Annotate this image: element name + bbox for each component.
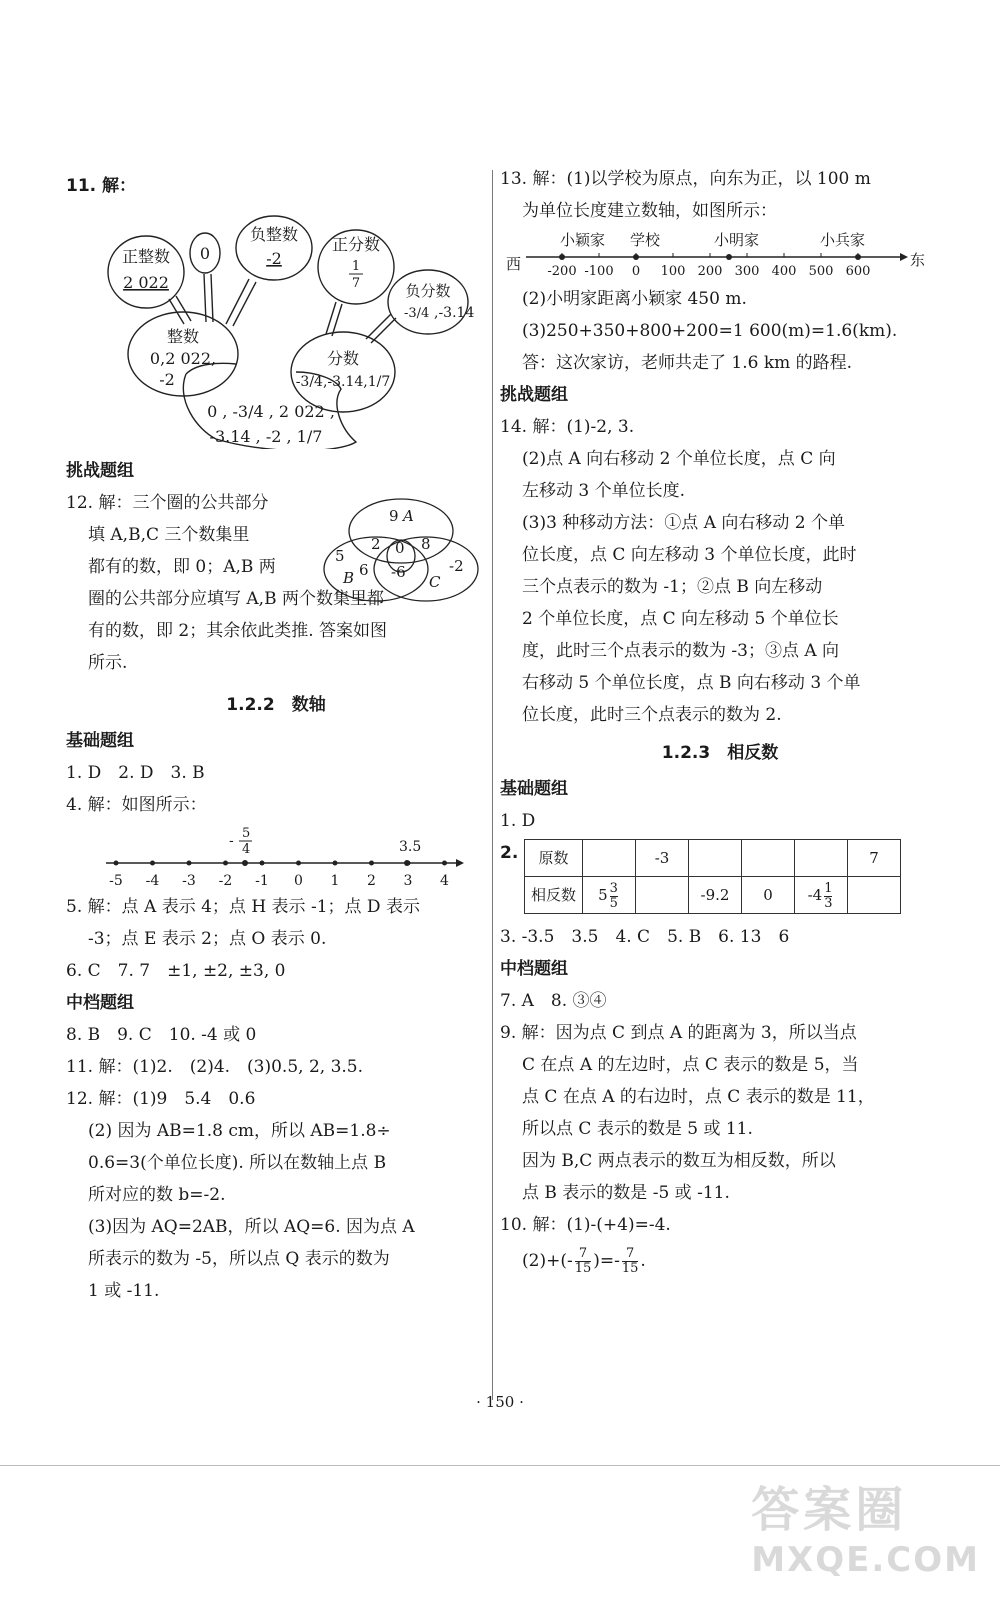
pos-int-title: 正整数	[121, 247, 171, 266]
section-1-2-3: 1.2.3 相反数	[661, 743, 779, 763]
q14-line-4: (3)3 种移动方法：①点 A 向右移动 2 个单	[522, 513, 846, 533]
trunk-line2: -3.14 , -2 , 1/7	[209, 427, 323, 446]
axis-tick-label: 0	[631, 264, 641, 279]
q12b-line-2: (2) 因为 AB=1.8 cm，所以 AB=1.8÷	[88, 1121, 391, 1141]
venn-bc-top: 6	[359, 561, 369, 579]
q13-answer: 答：这次家访，老师共走了 1.6 km 的路程.	[522, 353, 853, 373]
pos-frac-title: 正分数	[331, 235, 381, 254]
axis-tick-label: -200	[547, 264, 577, 279]
venn-a-num: 9	[389, 507, 399, 525]
pos-frac-den: 7	[351, 276, 361, 291]
axis-tick-label: 300	[734, 264, 760, 279]
q13-part3: (3)250+350+800+200=1 600(m)=1.6(km).	[522, 321, 898, 341]
frac-value: -3/4,-3.14,1/7	[295, 374, 391, 390]
q14-line-3: 左移动 3 个单位长度.	[522, 481, 686, 501]
answers-7-8: 7. A 8. ③④	[500, 991, 607, 1011]
nl-tick-label: 4	[440, 873, 449, 889]
axis-place-point	[726, 254, 732, 260]
q5-line-1: 5. 解：点 A 表示 4；点 H 表示 -1；点 D 表示	[66, 897, 420, 917]
venn-b-num: 5	[335, 547, 345, 565]
q2-block	[500, 837, 940, 921]
trunk-line1: 0 , -3/4 , 2 022 ,	[207, 402, 335, 421]
q13-line-1: 13. 解：(1)以学校为原点，向东为正，以 100 m	[500, 169, 871, 189]
nl-label-frac-num: 5	[242, 826, 251, 841]
nl-tick-mark	[442, 861, 447, 866]
pos-frac-num: 1	[351, 259, 361, 274]
axis-place-point	[633, 254, 639, 260]
nl-tick-label: 0	[294, 873, 303, 889]
table-cell	[795, 840, 848, 877]
table-cell: 5 $\frac{3}{5}$	[583, 877, 636, 914]
q9-line-6: 点 B 表示的数是 -5 或 -11.	[522, 1183, 730, 1203]
table-row	[525, 840, 901, 877]
answers-1-3: 1. D 2. D 3. B	[66, 763, 205, 783]
table-row	[525, 877, 901, 914]
q10-line-2: (2)+(- $\frac{7}{15}$ )=- $\frac{7}{15}$ .	[522, 1246, 646, 1276]
nl-tick-label: -3	[182, 873, 196, 889]
q5-line-2: -3；点 E 表示 2；点 O 表示 0.	[88, 929, 327, 949]
neg-frac-title: 负分数	[405, 282, 451, 300]
venn-bc: -6	[391, 563, 406, 581]
q14-line-5: 位长度，点 C 向左移动 3 个单位长度，此时	[522, 545, 857, 565]
nl-tick-label: 3	[403, 873, 413, 889]
q14-line-10: 位长度，此时三个点表示的数为 2.	[522, 705, 782, 725]
column-divider	[492, 170, 493, 1400]
venn-c-label: C	[429, 573, 441, 591]
neg-int-value: -2	[266, 249, 282, 268]
nl-tick-label: 2	[367, 873, 376, 889]
q14-line-7: 2 个单位长度，点 C 向左移动 5 个单位长	[522, 609, 839, 629]
place-school: 学校	[630, 231, 661, 249]
opposite-number-table	[524, 839, 901, 914]
axis-place-point	[855, 254, 861, 260]
frac-title: 分数	[326, 349, 360, 368]
q12b-line-5: (3)因为 AQ=2AB，所以 AQ=6. 因为点 A	[88, 1217, 415, 1237]
nl-tick-mark	[150, 861, 155, 866]
place-xiaobing: 小兵家	[820, 231, 866, 249]
q12-line-6: 所示.	[88, 653, 128, 673]
axis-tick-label: 400	[771, 264, 797, 279]
table-cell: -4 $\frac{1}{3}$	[795, 877, 848, 914]
answers-8-10: 8. B 9. C 10. -4 或 0	[66, 1025, 257, 1045]
neg-frac-value1: -3/4	[404, 306, 430, 321]
nl-tick-mark	[369, 861, 374, 866]
q14-line-6: 三个点表示的数为 -1；②点 B 向左移动	[522, 577, 823, 597]
q4-line: 4. 解：如图所示：	[66, 795, 207, 815]
axis-tick-label: 500	[808, 264, 834, 279]
int-value1: 0,2 022,	[149, 349, 217, 368]
q12-line-5: 有的数，即 2；其余依此类推. 答案如图	[88, 621, 388, 641]
nl-tick-mark	[296, 861, 301, 866]
challenge-heading-left: 挑战题组	[66, 461, 134, 481]
nl-label-frac-den: 4	[242, 842, 251, 857]
nl-tick-label: -2	[218, 873, 233, 889]
venn-a-label: A	[403, 507, 414, 525]
q11b-line: 11. 解：(1)2. (2)4. (3)0.5, 2, 3.5.	[66, 1057, 364, 1077]
venn-c-num: -2	[449, 557, 464, 575]
q12-line-4: 圈的公共部分应填写 A,B 两个数集里都	[88, 589, 384, 609]
q12b-line-7: 1 或 -11.	[88, 1281, 160, 1301]
table-cell	[583, 840, 636, 877]
right-column	[500, 163, 940, 1281]
basic-heading-right: 基础题组	[500, 779, 568, 799]
middle-heading-right: 中档题组	[500, 959, 568, 979]
nl-tick-mark	[223, 861, 228, 866]
q14-line-8: 度，此时三个点表示的数为 -3；③点 A 向	[522, 641, 840, 661]
table-cell	[742, 840, 795, 877]
section-1-2-2: 1.2.2 数轴	[226, 695, 326, 715]
axis-tick-label: 200	[697, 264, 723, 279]
table-cell	[689, 840, 742, 877]
watermark-logo: 答案圈 MXQE.COM	[751, 1482, 980, 1580]
axis-tick-label: 600	[845, 264, 871, 279]
middle-heading-left: 中档题组	[66, 993, 134, 1013]
number-line-q4	[66, 821, 466, 891]
nl-tick-mark	[187, 861, 192, 866]
number-tree-diagram	[66, 204, 486, 449]
q10-line-1: 10. 解：(1)-(+4)=-4.	[500, 1215, 671, 1235]
nl-tick-label: -4	[145, 873, 160, 889]
table-cell: -3	[636, 840, 689, 877]
q9-line-2: C 在点 A 的左边时，点 C 表示的数是 5，当	[522, 1055, 859, 1075]
table-cell: -9.2	[689, 877, 742, 914]
zero-value: 0	[199, 244, 211, 263]
q9-line-5: 因为 B,C 两点表示的数互为相反数，所以	[522, 1151, 836, 1171]
q9-line-3: 点 C 在点 A 的右边时，点 C 表示的数是 11，	[522, 1087, 875, 1107]
q12b-line-3: 0.6=3(个单位长度). 所以在数轴上点 B	[88, 1153, 387, 1173]
pos-int-value: 2 022	[123, 273, 169, 292]
axis-west: 西	[506, 255, 522, 273]
q12-line-2: 填 A,B,C 三个数集里	[88, 525, 250, 545]
nl-tick-label: 1	[330, 873, 340, 889]
venn-ab: 2	[371, 535, 381, 553]
answers-3-6: 3. -3.5 3.5 4. C 5. B 6. 13 6	[500, 927, 790, 947]
basic-heading-left: 基础题组	[66, 731, 134, 751]
q12b-line-6: 所表示的数为 -5，所以点 Q 表示的数为	[88, 1249, 390, 1269]
q12b-line-1: 12. 解：(1)9 5.4 0.6	[66, 1089, 256, 1109]
q2-label: 2.	[500, 843, 519, 863]
q9-line-4: 所以点 C 表示的数是 5 或 11.	[522, 1119, 753, 1139]
village-number-line	[500, 227, 930, 283]
place-xiaoying: 小颖家	[560, 231, 606, 249]
nl-tick-label: -5	[109, 873, 123, 889]
nl-tick-mark	[260, 861, 265, 866]
venn-center: 0	[395, 539, 405, 557]
q12b-line-4: 所对应的数 b=-2.	[88, 1185, 226, 1205]
table-cell	[848, 877, 901, 914]
neg-int-title: 负整数	[249, 225, 299, 244]
table-cell: 相反数	[525, 877, 583, 914]
axis-tick-label: 100	[660, 264, 686, 279]
nl-tick-mark	[333, 861, 338, 866]
q14-line-2: (2)点 A 向右移动 2 个单位长度，点 C 向	[522, 449, 836, 469]
q12-line-1: 12. 解：三个圈的公共部分	[66, 493, 269, 513]
nl-label-sign: -	[229, 833, 234, 849]
int-value2: -2	[159, 370, 175, 389]
left-column	[66, 170, 486, 1307]
q9-line-1: 9. 解：因为点 C 到点 A 的距离为 3，所以当点	[500, 1023, 857, 1043]
q14-line-1: 14. 解：(1)-2, 3.	[500, 417, 635, 437]
venn-b-label: B	[343, 569, 355, 587]
table-cell	[636, 877, 689, 914]
q13-part2: (2)小明家距离小颖家 450 m.	[522, 289, 747, 309]
neg-frac-value2: ,-3.14	[434, 305, 475, 321]
axis-east: 东	[910, 251, 926, 269]
q12-line-3: 都有的数，即 0；A,B 两	[88, 557, 276, 577]
axis-place-point	[559, 254, 565, 260]
place-xiaoming: 小明家	[714, 231, 760, 249]
q11-label: 11. 解：	[66, 176, 137, 196]
page-number: · 150 ·	[476, 1393, 524, 1411]
q13-line-2: 为单位长度建立数轴，如图所示：	[522, 201, 777, 221]
answers-6-7: 6. C 7. 7 ±1, ±2, ±3, 0	[66, 961, 286, 981]
int-title: 整数	[166, 327, 200, 346]
footer-rule	[0, 1465, 1000, 1466]
table-cell: 0	[742, 877, 795, 914]
answer-q1: 1. D	[500, 811, 536, 831]
nl-label-35: 3.5	[399, 839, 422, 855]
nl-tick-mark	[114, 861, 119, 866]
challenge-heading-right: 挑战题组	[500, 385, 568, 405]
table-cell: 7	[848, 840, 901, 877]
axis-tick-label: -100	[584, 264, 614, 279]
q14-line-9: 右移动 5 个单位长度，点 B 向右移动 3 个单	[522, 673, 861, 693]
venn-ac: 8	[421, 535, 431, 553]
venn-diagram	[321, 491, 481, 611]
table-cell: 原数	[525, 840, 583, 877]
nl-tick-label: -1	[255, 873, 269, 889]
